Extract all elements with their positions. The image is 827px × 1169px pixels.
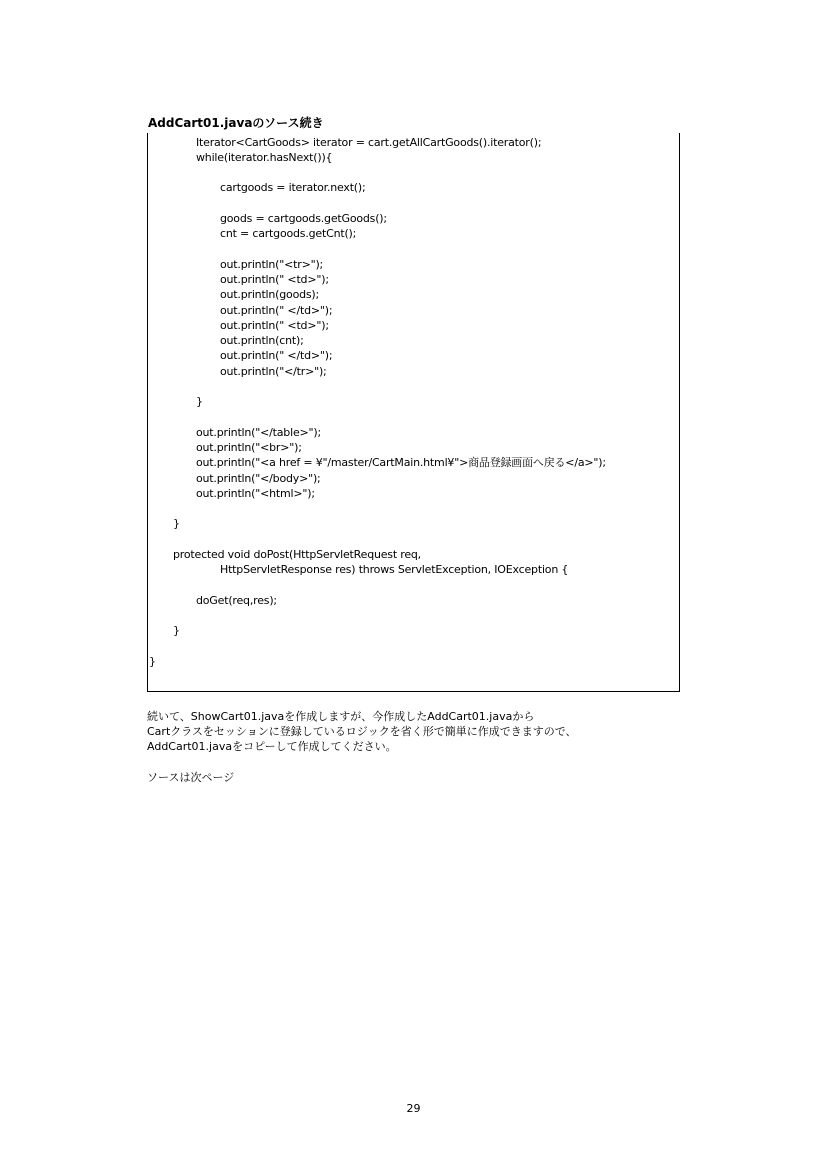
- code-line: out.println("<tr>");: [220, 258, 324, 271]
- section-heading: AddCart01.javaのソース続き: [148, 116, 324, 130]
- code-line: out.println(" </td>");: [220, 304, 333, 317]
- code-line: goods = cartgoods.getGoods();: [220, 212, 387, 225]
- code-line: protected void doPost(HttpServletRequest req,: [173, 548, 421, 561]
- code-line: }: [173, 624, 180, 637]
- code-line: out.println(goods);: [220, 288, 320, 301]
- body-paragraph-line: Cartクラスをセッションに登録しているロジックを省く形で簡単に作成できますので、: [147, 725, 577, 738]
- code-line: }: [196, 395, 203, 408]
- code-line: out.println("<a href = ¥"/master/CartMain.html¥">商品登録画面へ戻る</a>");: [196, 456, 606, 469]
- code-line: HttpServletResponse res) throws ServletException, IOException {: [220, 563, 569, 576]
- code-line: doGet(req,res);: [196, 594, 277, 607]
- code-line: }: [149, 655, 156, 668]
- code-line: out.println("<html>");: [196, 487, 315, 500]
- code-line: cnt = cartgoods.getCnt();: [220, 227, 357, 240]
- code-line: out.println(" <td>");: [220, 273, 329, 286]
- code-block: [147, 133, 680, 692]
- next-page-note: ソースは次ページ: [147, 771, 235, 784]
- body-paragraph-line: 続いて、ShowCart01.javaを作成しますが、今作成したAddCart01.javaから: [147, 710, 535, 723]
- code-line: out.println(cnt);: [220, 334, 304, 347]
- code-line: out.println(" </td>");: [220, 349, 333, 362]
- code-line: out.println("</tr>");: [220, 365, 327, 378]
- code-line: Iterator<CartGoods> iterator = cart.getAllCartGoods().iterator();: [196, 136, 542, 149]
- code-line: out.println("<br>");: [196, 441, 302, 454]
- body-paragraph-line: AddCart01.javaをコピーして作成してください。: [147, 740, 397, 753]
- code-line: out.println(" <td>");: [220, 319, 329, 332]
- code-line: cartgoods = iterator.next();: [220, 181, 366, 194]
- code-line: out.println("</body>");: [196, 472, 321, 485]
- code-line: while(iterator.hasNext()){: [196, 151, 333, 164]
- page-number: 29: [406, 1102, 421, 1115]
- code-line: }: [173, 517, 180, 530]
- code-line: out.println("</table>");: [196, 426, 321, 439]
